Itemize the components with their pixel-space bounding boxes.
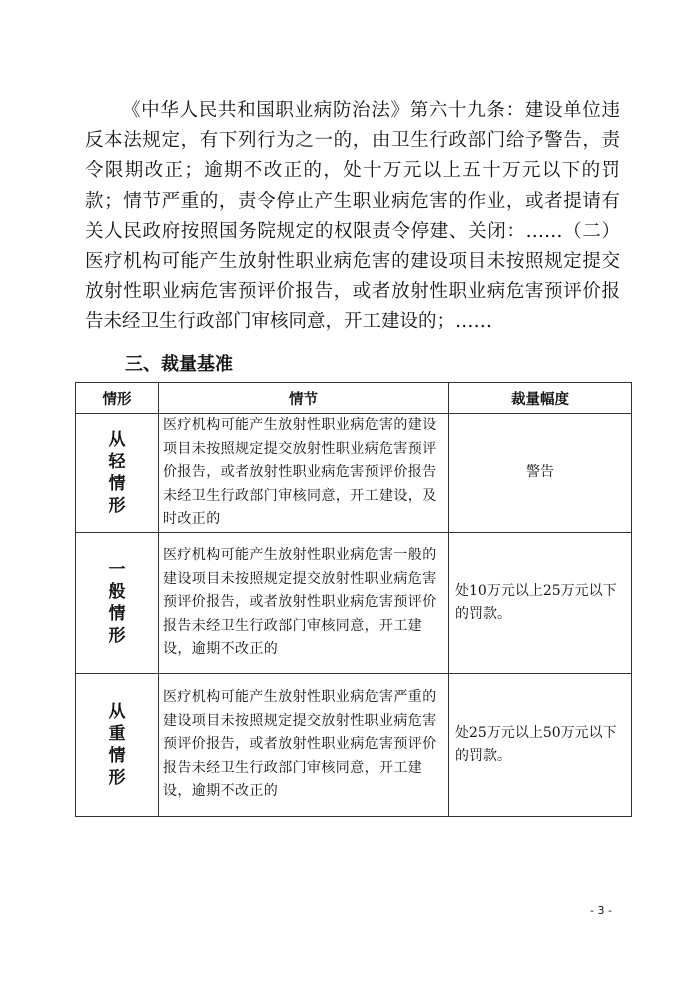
row-penalty: 处25万元以上50万元以下的罚款。	[449, 674, 632, 817]
table-row	[76, 414, 632, 533]
table-header-row	[76, 383, 632, 414]
discretion-standard-table	[75, 382, 632, 817]
table-row	[76, 533, 632, 674]
category-label: 一般情形	[108, 560, 126, 646]
row-circumstance: 医疗机构可能产生放射性职业病危害的建设项目未按照规定提交放射性职业病危害预评价报告，或者放射性职业病危害预评价报告未经卫生行政部门审核同意，开工建设，及时改正的	[159, 414, 449, 533]
header-penalty: 裁量幅度	[449, 383, 632, 414]
row-circumstance: 医疗机构可能产生放射性职业病危害一般的建设项目未按照规定提交放射性职业病危害预评价报告，或者放射性职业病危害预评价报告未经卫生行政部门审核同意，开工建设，逾期不改正的	[159, 533, 449, 674]
header-circumstance: 情节	[159, 383, 449, 414]
section-title: 三、裁量基准	[125, 354, 233, 375]
row-penalty: 处10万元以上25万元以下的罚款。	[449, 533, 632, 674]
page-number: - 3 -	[590, 904, 612, 917]
row-circumstance: 医疗机构可能产生放射性职业病危害严重的建设项目未按照规定提交放射性职业病危害预评价报告，或者放射性职业病危害预评价报告未经卫生行政部门审核同意，开工建设，逾期不改正的	[159, 674, 449, 817]
legal-article-paragraph	[85, 96, 620, 338]
category-label: 从重情形	[108, 702, 126, 788]
row-penalty: 警告	[449, 414, 632, 533]
category-label: 从轻情形	[108, 430, 126, 516]
row-category-general	[76, 533, 159, 674]
row-category-lenient	[76, 414, 159, 533]
header-category: 情形	[76, 383, 159, 414]
table-row	[76, 674, 632, 817]
row-category-severe	[76, 674, 159, 817]
article-text: 《中华人民共和国职业病防治法》第六十九条：建设单位违反本法规定，有下列行为之一的，由卫生行政部门给予警告，责令限期改正；逾期不改正的，处十万元以上五十万元以下的罚款；情节严重的，责令停止产生职业病危害的作业，或者提请有关人民政府按照国务院规定的权限责令停建、关闭：……（二）医疗机构可能产生放射性职业病危害的建设项目未按照规定提交放射性职业病危害预评价报告，或者放射性职业病危害预评价报告未经卫生行政部门审核同意，开工建设的；……	[85, 100, 620, 333]
